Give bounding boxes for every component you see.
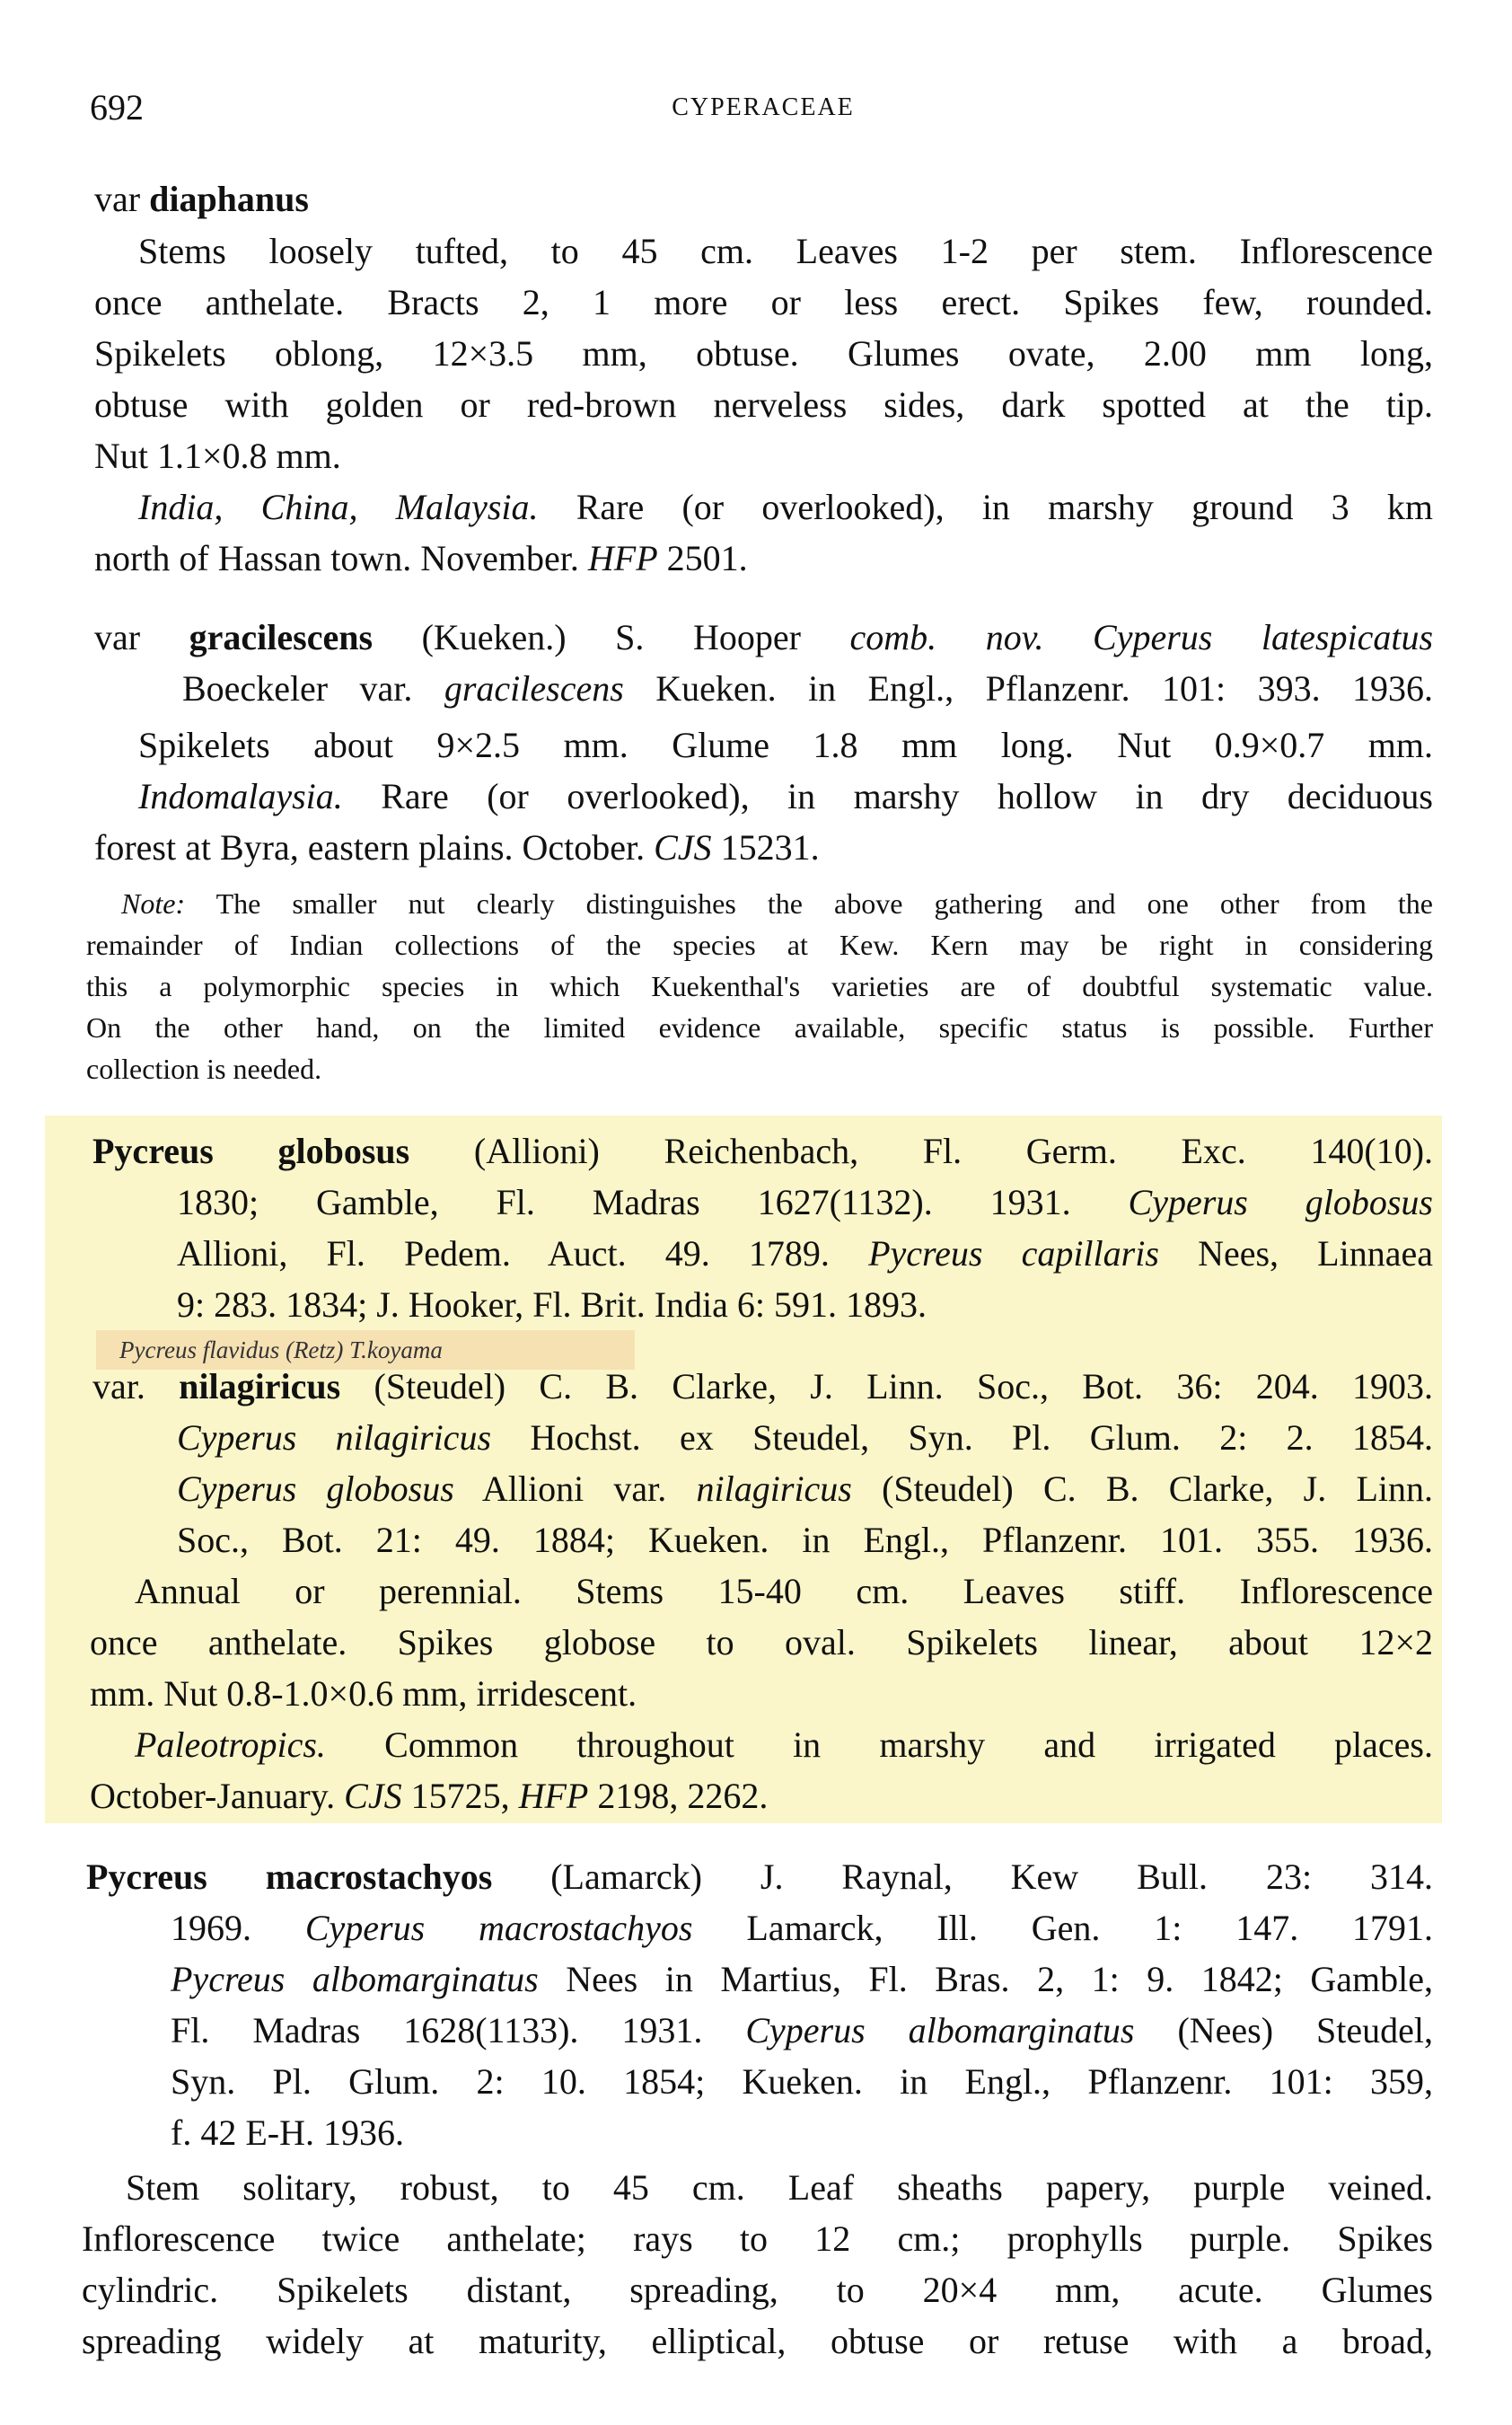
distribution-line: Paleotropics. Common throughout in marshy and irrigated places.	[135, 1724, 1434, 1765]
citation-line: f. 42 E-H. 1936.	[171, 2112, 404, 2153]
comb-nov: comb. nov.	[849, 617, 1044, 657]
citation-line: Cyperus globosus Allioni var. nilagiricus (Steudel) C. B. Clarke, J. Linn.	[177, 1468, 1433, 1509]
var-nilagiricus-heading: var. nilagiricus (Steudel) C. B. Clarke, J. Linn. Soc., Bot. 36: 204. 1903.	[92, 1366, 1434, 1406]
page-header	[90, 86, 1437, 140]
synonym: Cyperus globosus	[1128, 1182, 1433, 1222]
collection-number: 2198, 2262.	[597, 1776, 769, 1816]
collector-code: HFP	[587, 538, 658, 578]
note-line: On the other hand, on the limited evidence available, specific status is possible. Further	[86, 1011, 1433, 1044]
description-line: Stems loosely tufted, to 45 cm. Leaves 1-2 per stem. Inflorescence	[138, 231, 1433, 271]
distribution-line: October-January. CJS 15725, HFP 2198, 2262.	[90, 1776, 769, 1816]
synonym: Cyperus nilagiricus	[177, 1417, 492, 1458]
species-heading-pycreus-globosus: Pycreus globosus (Allioni) Reichenbach, Fl. Germ. Exc. 140(10).	[92, 1131, 1434, 1171]
note-line: Note: The smaller nut clearly distinguishes the above gathering and one other from the	[121, 887, 1434, 920]
note-label: Note:	[121, 887, 186, 920]
species-epithet: globosus	[277, 1131, 410, 1171]
distribution-region: India, China, Malaysia.	[138, 487, 539, 527]
distribution-region: Paleotropics.	[135, 1724, 326, 1765]
description-line: Stem solitary, robust, to 45 cm. Leaf sheaths papery, purple veined.	[126, 2167, 1433, 2208]
var-gracilescens-heading	[94, 614, 1433, 661]
description-line: once anthelate. Bracts 2, 1 more or less erect. Spikes few, rounded.	[94, 282, 1433, 322]
species-heading-pycreus-macrostachyos: Pycreus macrostachyos (Lamarck) J. Raynal, Kew Bull. 23: 314.	[86, 1856, 1434, 1897]
citation-line: Soc., Bot. 21: 49. 1884; Kueken. in Engl., Pflanzenr. 101. 355. 1936.	[177, 1520, 1433, 1560]
collection-number: 15725,	[410, 1776, 510, 1816]
variety-name: gracilescens	[189, 617, 374, 657]
variety-name: diaphanus	[149, 179, 309, 219]
citation-line: Fl. Madras 1628(1133). 1931. Cyperus albomarginatus (Nees) Steudel,	[171, 2010, 1433, 2050]
description-line: cylindric. Spikelets distant, spreading, to 20×4 mm, acute. Glumes	[82, 2270, 1433, 2310]
citation-line: Boeckeler var. gracilescens Kueken. in Engl., Pflanzenr. 101: 393. 1936.	[182, 668, 1434, 709]
synonym: Cyperus albomarginatus	[745, 2010, 1135, 2050]
citation-line: Syn. Pl. Glum. 2: 10. 1854; Kueken. in Engl., Pflanzenr. 101: 359,	[171, 2061, 1433, 2102]
citation-line: 1830; Gamble, Fl. Madras 1627(1132). 1931. Cyperus globosus	[177, 1182, 1433, 1222]
collection-number: 15231.	[720, 827, 820, 868]
collector-code: HFP	[518, 1776, 589, 1816]
var-diaphanus-heading	[94, 176, 309, 223]
note-line: this a polymorphic species in which Kuekenthal's varieties are of doubtful systematic value.	[86, 970, 1433, 1002]
handwritten-annotation: Pycreus flavidus (Retz) T.koyama	[96, 1330, 635, 1370]
genus-name: Pycreus	[92, 1131, 214, 1171]
synonym: Cyperus globosus	[177, 1468, 454, 1509]
page-number: 692	[90, 87, 144, 128]
description-line: Inflorescence twice anthelate; rays to 12 cm.; prophylls purple. Spikes	[82, 2218, 1433, 2259]
note-line: remainder of Indian collections of the species at Kew. Kern may be right in considering	[86, 929, 1433, 961]
description-line: mm. Nut 0.8-1.0×0.6 mm, irridescent.	[90, 1673, 637, 1714]
rank-label: var	[94, 179, 141, 219]
species-epithet: macrostachyos	[265, 1856, 493, 1897]
author-citation: (Kueken.) S. Hooper	[421, 617, 801, 657]
running-head: CYPERACEAE	[672, 93, 855, 121]
rank-label: var.	[92, 1366, 145, 1406]
citation-line: Cyperus nilagiricus Hochst. ex Steudel, Syn. Pl. Glum. 2: 2. 1854.	[177, 1417, 1433, 1458]
description-line: once anthelate. Spikes globose to oval. Spikelets linear, about 12×2	[90, 1622, 1433, 1662]
genus-name: Pycreus	[86, 1856, 207, 1897]
description-line: obtuse with golden or red-brown nerveless sides, dark spotted at the tip.	[94, 384, 1433, 425]
distribution-line: India, China, Malaysia. Rare (or overlooked), in marshy ground 3 km	[138, 487, 1433, 527]
description-line: Spikelets about 9×2.5 mm. Glume 1.8 mm long. Nut 0.9×0.7 mm.	[138, 725, 1433, 765]
synonym: Pycreus capillaris	[868, 1233, 1159, 1274]
citation-line: 9: 283. 1834; J. Hooker, Fl. Brit. India 6: 591. 1893.	[177, 1284, 927, 1325]
distribution-region: Indomalaysia.	[138, 776, 343, 816]
collector-code: CJS	[654, 827, 712, 868]
basionym: Cyperus latespicatus	[1093, 617, 1434, 657]
distribution-line: north of Hassan town. November. HFP 2501.	[94, 538, 748, 578]
rank-label: var	[94, 617, 141, 657]
citation-line: Allioni, Fl. Pedem. Auct. 49. 1789. Pycreus capillaris Nees, Linnaea	[177, 1233, 1433, 1274]
note-line: collection is needed.	[86, 1053, 322, 1085]
synonym: Pycreus albomarginatus	[171, 1959, 539, 1999]
description-line: Nut 1.1×0.8 mm.	[94, 436, 341, 476]
distribution-line: Indomalaysia. Rare (or overlooked), in marshy hollow in dry deciduous	[138, 776, 1433, 816]
citation-line: 1969. Cyperus macrostachyos Lamarck, Ill. Gen. 1: 147. 1791.	[171, 1908, 1434, 1948]
collector-code: CJS	[344, 1776, 402, 1816]
synonym: Cyperus macrostachyos	[304, 1908, 693, 1948]
description-line: spreading widely at maturity, elliptical, obtuse or retuse with a broad,	[82, 2321, 1433, 2361]
description-line: Annual or perennial. Stems 15-40 cm. Leaves stiff. Inflorescence	[135, 1571, 1433, 1611]
collection-number: 2501.	[666, 538, 748, 578]
variety-name: nilagiricus	[179, 1366, 341, 1406]
citation-line: Pycreus albomarginatus Nees in Martius, Fl. Bras. 2, 1: 9. 1842; Gamble,	[171, 1959, 1434, 1999]
distribution-line: forest at Byra, eastern plains. October. CJS 15231.	[94, 827, 820, 868]
description-line: Spikelets oblong, 12×3.5 mm, obtuse. Glumes ovate, 2.00 mm long,	[94, 333, 1433, 374]
